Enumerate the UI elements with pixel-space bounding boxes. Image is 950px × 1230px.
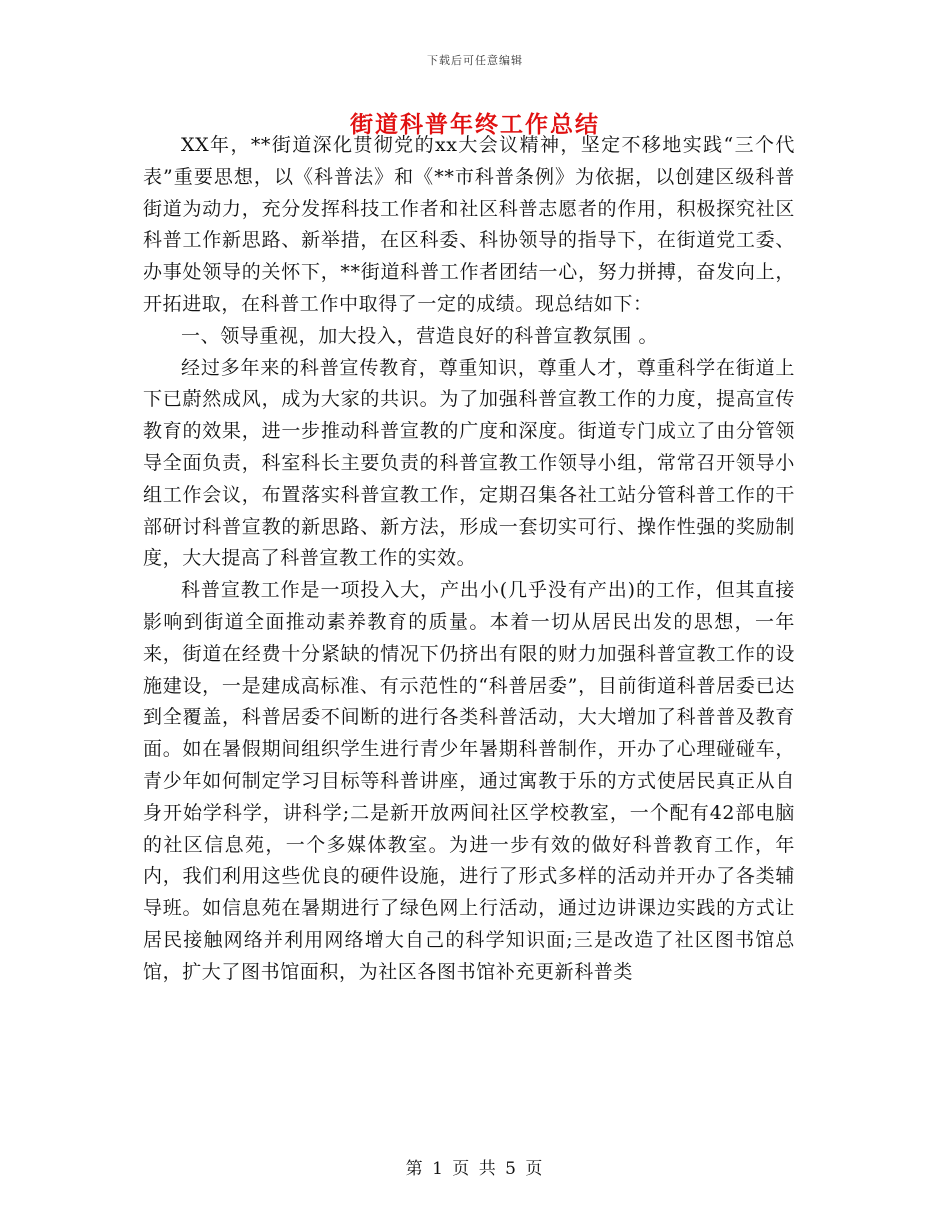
paragraph-intro: XX年，**街道深化贯彻党的xx大会议精神，坚定不移地实践“三个代表”重要思想，以《科普法》和《**市科普条例》为依据，以创建区级科普街道为动力，充分发挥科技工作者和社区科普志愿者的作用，积极探究社区科普工作新思路、新举措，在区科委、科协领导的指导下，在街道党工委、办事处领导的关怀下，**街道科普工作者团结一心，努力拼搏，奋发向上，开拓进取，在科普工作中取得了一定的成绩。现总结如下： [143,134,795,315]
paragraph-leadership: 经过多年来的科普宣传教育，尊重知识，尊重人才，尊重科学在街道上下已蔚然成风，成为大家的共识。为了加强科普宣教工作的力度，提高宣传教育的效果，进一步推动科普宣教的广度和深度。街道专门成立了由分管领导全面负责，科室科长主要负责的科普宣教工作领导小组，常常召开领导小组工作会议，布置落实科普宣教工作，定期召集各社工站分管科普工作的干部研讨科普宣教的新思路、新方法，形成一套切实可行、操作性强的奖励制度，大大提高了科普宣教工作的实效。 [143,356,795,570]
document-body [143,130,795,989]
page-number-footer: 第 1 页 共 5 页 [405,1159,545,1179]
document-title: 街道科普年终工作总结 [350,111,600,138]
section-heading-1: 一、领导重视，加大投入，营造良好的科普宣教氛围 。 [181,324,659,347]
paragraph-investment: 科普宣教工作是一项投入大，产出小(几乎没有产出)的工作，但其直接影响到街道全面推动素养教育的质量。本着一切从居民出发的思想，一年来，街道在经费十分紧缺的情况下仍挤出有限的财力加强科普宣教工作的设施建设，一是建成高标准、有示范性的“科普居委”，目前街道科普居委已达到全覆盖，科普居委不间断的进行各类科普活动，大大增加了科普普及教育面。如在暑假期间组织学生进行青少年暑期科普制作，开办了心理碰碰车，青少年如何制定学习目标等科普讲座，通过寓教于乐的方式使居民真正从自身开始学科学，讲科学;二是新开放两间社区学校教室，一个配有42部电脑的社区信息苑，一个多媒体教室。为进一步有效的做好科普教育工作，年内，我们利用这些优良的硬件设施，进行了形式多样的活动并开办了各类辅导班。如信息苑在暑期进行了绿色网上行活动，通过边讲课边实践的方式让居民接触网络并利用网络增大自己的科学知识面;三是改造了社区图书馆总馆，扩大了图书馆面积，为社区各图书馆补充更新科普类 [143,579,795,983]
header-note: 下载后可任意编辑 [427,54,523,67]
